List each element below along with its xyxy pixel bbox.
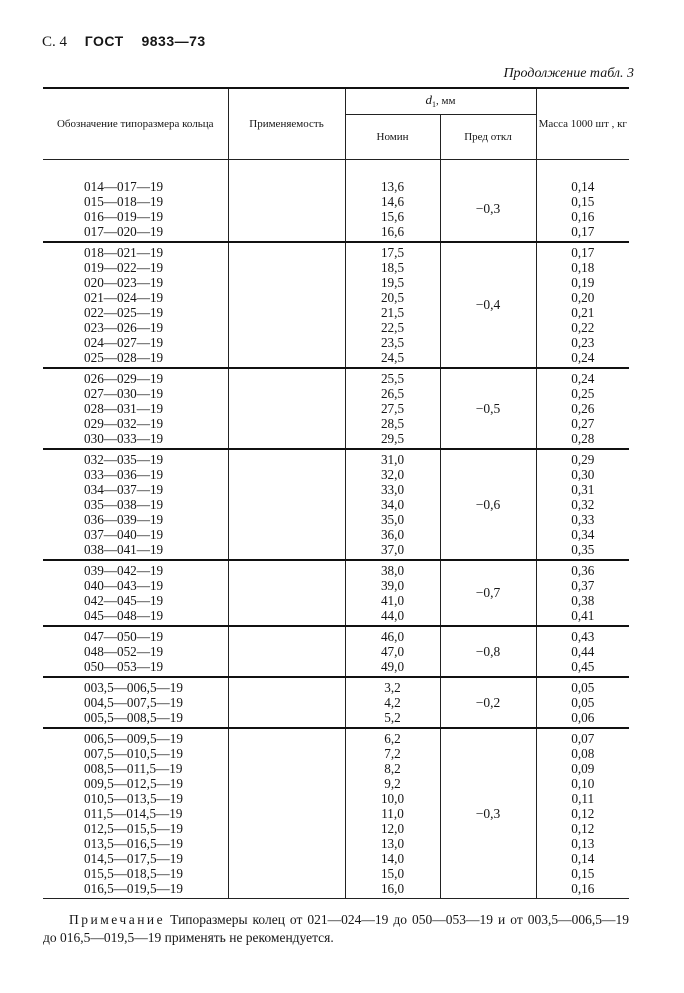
masses-list [537,563,630,623]
applicability-cell [228,368,345,449]
nominal-diameter: 11,0 [381,806,404,821]
ring-designation: 005,5—008,5—19 [84,710,183,725]
mass-value: 0,17 [571,245,595,260]
nominal-diameter: 4,2 [384,695,401,710]
table-body [43,160,629,899]
ring-designation: 024—027—19 [84,335,164,350]
mass-value: 0,34 [571,527,595,542]
table-group-row [43,449,629,560]
codes-list [43,452,228,557]
nominal-diameter: 25,5 [380,371,405,386]
ring-designation: 007,5—010,5—19 [84,746,183,761]
mass-value: 0,31 [571,482,595,497]
mass-value: 0,10 [571,776,595,791]
nominal-diameter: 7,2 [384,746,401,761]
tolerance-value: −0,7 [475,585,501,600]
nominal-diameter: 6,2 [384,731,401,746]
header-tolerance: Пред откл [440,115,536,160]
ring-designation: 038—041—19 [84,542,164,557]
applicability-cell [228,626,345,677]
mass-value: 0,33 [571,512,595,527]
mass-value: 0,29 [571,452,595,467]
mass-value: 0,30 [571,467,595,482]
nominal-diameter: 39,0 [380,578,405,593]
mass-value: 0,25 [571,386,595,401]
ring-designation: 014,5—017,5—19 [84,851,183,866]
mass-value: 0,15 [571,866,595,881]
ring-designation: 023—026—19 [84,320,164,335]
header-applicability: Применяемость [228,88,345,160]
tolerance-cell [440,626,536,677]
nominal-diameter: 38,0 [380,563,405,578]
mass-value: 0,32 [571,497,595,512]
mass-value: 0,09 [571,761,595,776]
nominal-diameter: 26,5 [380,386,405,401]
nominals-list [346,563,440,623]
nominal-cell [345,728,440,899]
footnote-text: Типоразмеры колец от 021—024—19 до 050—053—19 и от 003,5—006,5—19 до 016,5—019,5—19 применять не рекомендуется. [43,912,629,945]
d1-subscript: 1 [432,100,437,110]
ring-designation: 013,5—016,5—19 [84,836,183,851]
ring-designation: 034—037—19 [84,482,164,497]
standard-number: 9833—73 [141,33,206,49]
masses-list [537,731,630,896]
nominals-list [346,629,440,674]
nominal-diameter: 5,2 [384,710,401,725]
ring-designation: 020—023—19 [84,275,164,290]
nominal-cell [345,626,440,677]
mass-value: 0,12 [571,821,595,836]
d1-unit: , мм [436,95,456,108]
mass-value: 0,21 [571,305,595,320]
nominal-diameter: 24,5 [380,350,405,365]
mass-value: 0,19 [571,275,595,290]
mass-cell [536,449,629,560]
tolerance-cell [440,177,536,242]
tolerance-value: −0,3 [475,805,501,821]
mass-value: 0,16 [571,209,595,224]
tolerance-value: −0,5 [475,400,501,416]
mass-value: 0,14 [571,851,595,866]
mass-value: 0,24 [571,371,595,386]
ring-designation: 050—053—19 [84,659,164,674]
mass-value: 0,38 [571,593,595,608]
nominal-diameter: 13,0 [380,836,405,851]
mass-cell [536,626,629,677]
nominal-diameter: 13,6 [380,179,405,194]
applicability-cell [228,560,345,626]
mass-value: 0,24 [571,350,595,365]
masses-list [537,245,630,365]
nominal-diameter: 9,2 [384,776,401,791]
nominal-cell [345,560,440,626]
page-header [42,33,206,51]
masses-list [537,680,630,725]
ring-designation: 042—045—19 [84,593,164,608]
ring-designation: 018—021—19 [84,245,164,260]
header-mass: Масса 1000 шт , кг [536,88,629,160]
nominal-diameter: 21,5 [380,305,405,320]
nominal-diameter: 34,0 [380,497,405,512]
nominal-diameter: 29,5 [380,431,405,446]
mass-value: 0,44 [571,644,595,659]
nominal-diameter: 18,5 [380,260,405,275]
mass-value: 0,35 [571,542,595,557]
nominal-diameter: 33,0 [380,482,405,497]
ring-designation: 010,5—013,5—19 [84,791,183,806]
mass-value: 0,05 [571,695,595,710]
codes-list [43,680,228,725]
nominal-diameter: 22,5 [380,320,405,335]
ring-designation: 033—036—19 [84,467,164,482]
mass-value: 0,41 [571,608,595,623]
ring-designation: 035—038—19 [84,497,164,512]
nominal-diameter: 8,2 [384,761,401,776]
ring-designation: 040—043—19 [84,578,164,593]
ring-designation: 037—040—19 [84,527,164,542]
designation-cell [43,242,228,368]
mass-value: 0,18 [571,260,595,275]
ring-designation: 014—017—19 [84,179,164,194]
ring-designation: 026—029—19 [84,371,164,386]
codes-list [43,629,228,674]
ring-designation: 039—042—19 [84,563,164,578]
nominal-diameter: 28,5 [380,416,405,431]
ring-designation: 025—028—19 [84,350,164,365]
nominal-cell [345,677,440,728]
nominal-diameter: 19,5 [380,275,405,290]
designation-cell [43,677,228,728]
tolerance-value: −0,4 [475,297,501,312]
table-group-row [43,728,629,899]
applicability-cell [228,728,345,899]
table-group-row [43,242,629,368]
nominals-list [346,452,440,557]
ring-designation: 030—033—19 [84,431,164,446]
ring-size-table [43,87,629,899]
applicability-cell [228,242,345,368]
nominal-diameter: 16,6 [380,224,405,239]
nominal-diameter: 32,0 [380,467,405,482]
tolerance-cell [440,728,536,899]
nominal-diameter: 27,5 [380,401,405,416]
nominal-diameter: 36,0 [380,527,405,542]
mass-value: 0,43 [571,629,595,644]
ring-designation: 003,5—006,5—19 [84,680,183,695]
mass-value: 0,27 [571,416,595,431]
mass-value: 0,36 [571,563,595,578]
nominal-diameter: 10,0 [380,791,405,806]
nominal-diameter: 44,0 [380,608,405,623]
designation-cell [43,560,228,626]
ring-designation: 021—024—19 [84,290,164,305]
mass-cell [536,368,629,449]
codes-list [43,245,228,365]
mass-value: 0,22 [571,320,595,335]
table-continuation-label: Продолжение табл. 3 [503,66,634,81]
nominal-diameter: 46,0 [380,629,405,644]
ring-designation: 028—031—19 [84,401,164,416]
ring-designation: 029—032—19 [84,416,164,431]
ring-designation: 019—022—19 [84,260,164,275]
nominals-list [346,680,440,725]
table-group-row [43,626,629,677]
mass-value: 0,37 [571,578,595,593]
mass-value: 0,05 [571,680,595,695]
mass-value: 0,14 [571,179,595,194]
nominal-diameter: 17,5 [380,245,405,260]
page-number: С. 4 [42,34,68,50]
nominals-list [346,179,440,239]
standard-label: ГОСТ [84,33,124,49]
table-group-row [43,560,629,626]
mass-cell [536,560,629,626]
table-group-row [43,368,629,449]
tolerance-cell [440,242,536,368]
ring-designation: 016,5—019,5—19 [84,881,183,896]
codes-list [43,179,228,239]
nominal-diameter: 15,0 [380,866,405,881]
ring-designation: 022—025—19 [84,305,164,320]
table-group-row [43,177,629,242]
mass-value: 0,08 [571,746,595,761]
mass-value: 0,23 [571,335,595,350]
codes-list [43,563,228,623]
mass-value: 0,45 [571,659,595,674]
ring-designation: 015,5—018,5—19 [84,866,183,881]
applicability-cell [228,677,345,728]
header-designation: Обозначение типоразмера кольца [43,88,228,160]
designation-cell [43,728,228,899]
nominals-list [346,371,440,446]
mass-value: 0,26 [571,401,595,416]
mass-cell [536,177,629,242]
ring-designation: 004,5—007,5—19 [84,695,183,710]
tolerance-cell [440,677,536,728]
masses-list [537,452,630,557]
footnote [43,911,629,947]
nominal-diameter: 14,0 [380,851,405,866]
mass-value: 0,07 [571,731,595,746]
codes-list [43,731,228,896]
masses-list [537,179,630,239]
ring-designation: 008,5—011,5—19 [84,761,183,776]
designation-cell [43,626,228,677]
ring-designation: 012,5—015,5—19 [84,821,183,836]
nominal-diameter: 14,6 [380,194,405,209]
nominal-cell [345,177,440,242]
nominal-diameter: 12,0 [380,821,405,836]
mass-value: 0,06 [571,710,595,725]
tolerance-cell [440,449,536,560]
nominal-diameter: 20,5 [380,290,405,305]
masses-list [537,371,630,446]
tolerance-cell [440,560,536,626]
nominal-diameter: 15,6 [380,209,405,224]
table-spacer-row [43,160,629,178]
nominal-diameter: 3,2 [384,680,401,695]
ring-designation: 036—039—19 [84,512,164,527]
ring-designation: 015—018—19 [84,194,164,209]
ring-designation: 045—048—19 [84,608,164,623]
nominals-list [346,731,440,896]
ring-designation: 009,5—012,5—19 [84,776,183,791]
mass-value: 0,11 [571,791,595,806]
nominal-diameter: 16,0 [380,881,405,896]
ring-designation: 047—050—19 [84,629,164,644]
header-nominal: Номин [345,115,440,160]
masses-list [537,629,630,674]
tolerance-value: −0,2 [475,694,501,710]
table-group-row [43,677,629,728]
mass-value: 0,15 [571,194,595,209]
mass-value: 0,16 [571,881,595,896]
designation-cell [43,368,228,449]
applicability-cell [228,177,345,242]
designation-cell [43,177,228,242]
ring-designation: 011,5—014,5—19 [84,806,183,821]
nominal-diameter: 23,5 [380,335,405,350]
codes-list [43,371,228,446]
nominal-cell [345,449,440,560]
nominal-diameter: 49,0 [380,659,405,674]
nominal-diameter: 47,0 [380,644,405,659]
nominals-list [346,245,440,365]
tolerance-cell [440,368,536,449]
ring-designation: 027—030—19 [84,386,164,401]
ring-designation: 048—052—19 [84,644,164,659]
nominal-cell [345,242,440,368]
ring-designation: 006,5—009,5—19 [84,731,183,746]
mass-value: 0,17 [571,224,595,239]
d1-symbol: d [425,92,433,108]
designation-cell [43,449,228,560]
ring-designation: 017—020—19 [84,224,164,239]
footnote-label: Примечание [69,912,166,927]
tolerance-value: −0,8 [475,643,501,659]
tolerance-value: −0,6 [475,496,501,512]
ring-designation: 016—019—19 [84,209,164,224]
mass-cell [536,677,629,728]
mass-value: 0,20 [571,290,595,305]
header-d1 [345,88,536,115]
tolerance-value: −0,3 [475,201,501,216]
mass-cell [536,242,629,368]
nominal-diameter: 35,0 [380,512,405,527]
nominal-diameter: 31,0 [380,452,405,467]
mass-value: 0,13 [571,836,595,851]
nominal-cell [345,368,440,449]
nominal-diameter: 41,0 [380,593,405,608]
mass-value: 0,12 [571,806,595,821]
nominal-diameter: 37,0 [380,542,405,557]
applicability-cell [228,449,345,560]
ring-designation: 032—035—19 [84,452,164,467]
mass-value: 0,28 [571,431,595,446]
mass-cell [536,728,629,899]
